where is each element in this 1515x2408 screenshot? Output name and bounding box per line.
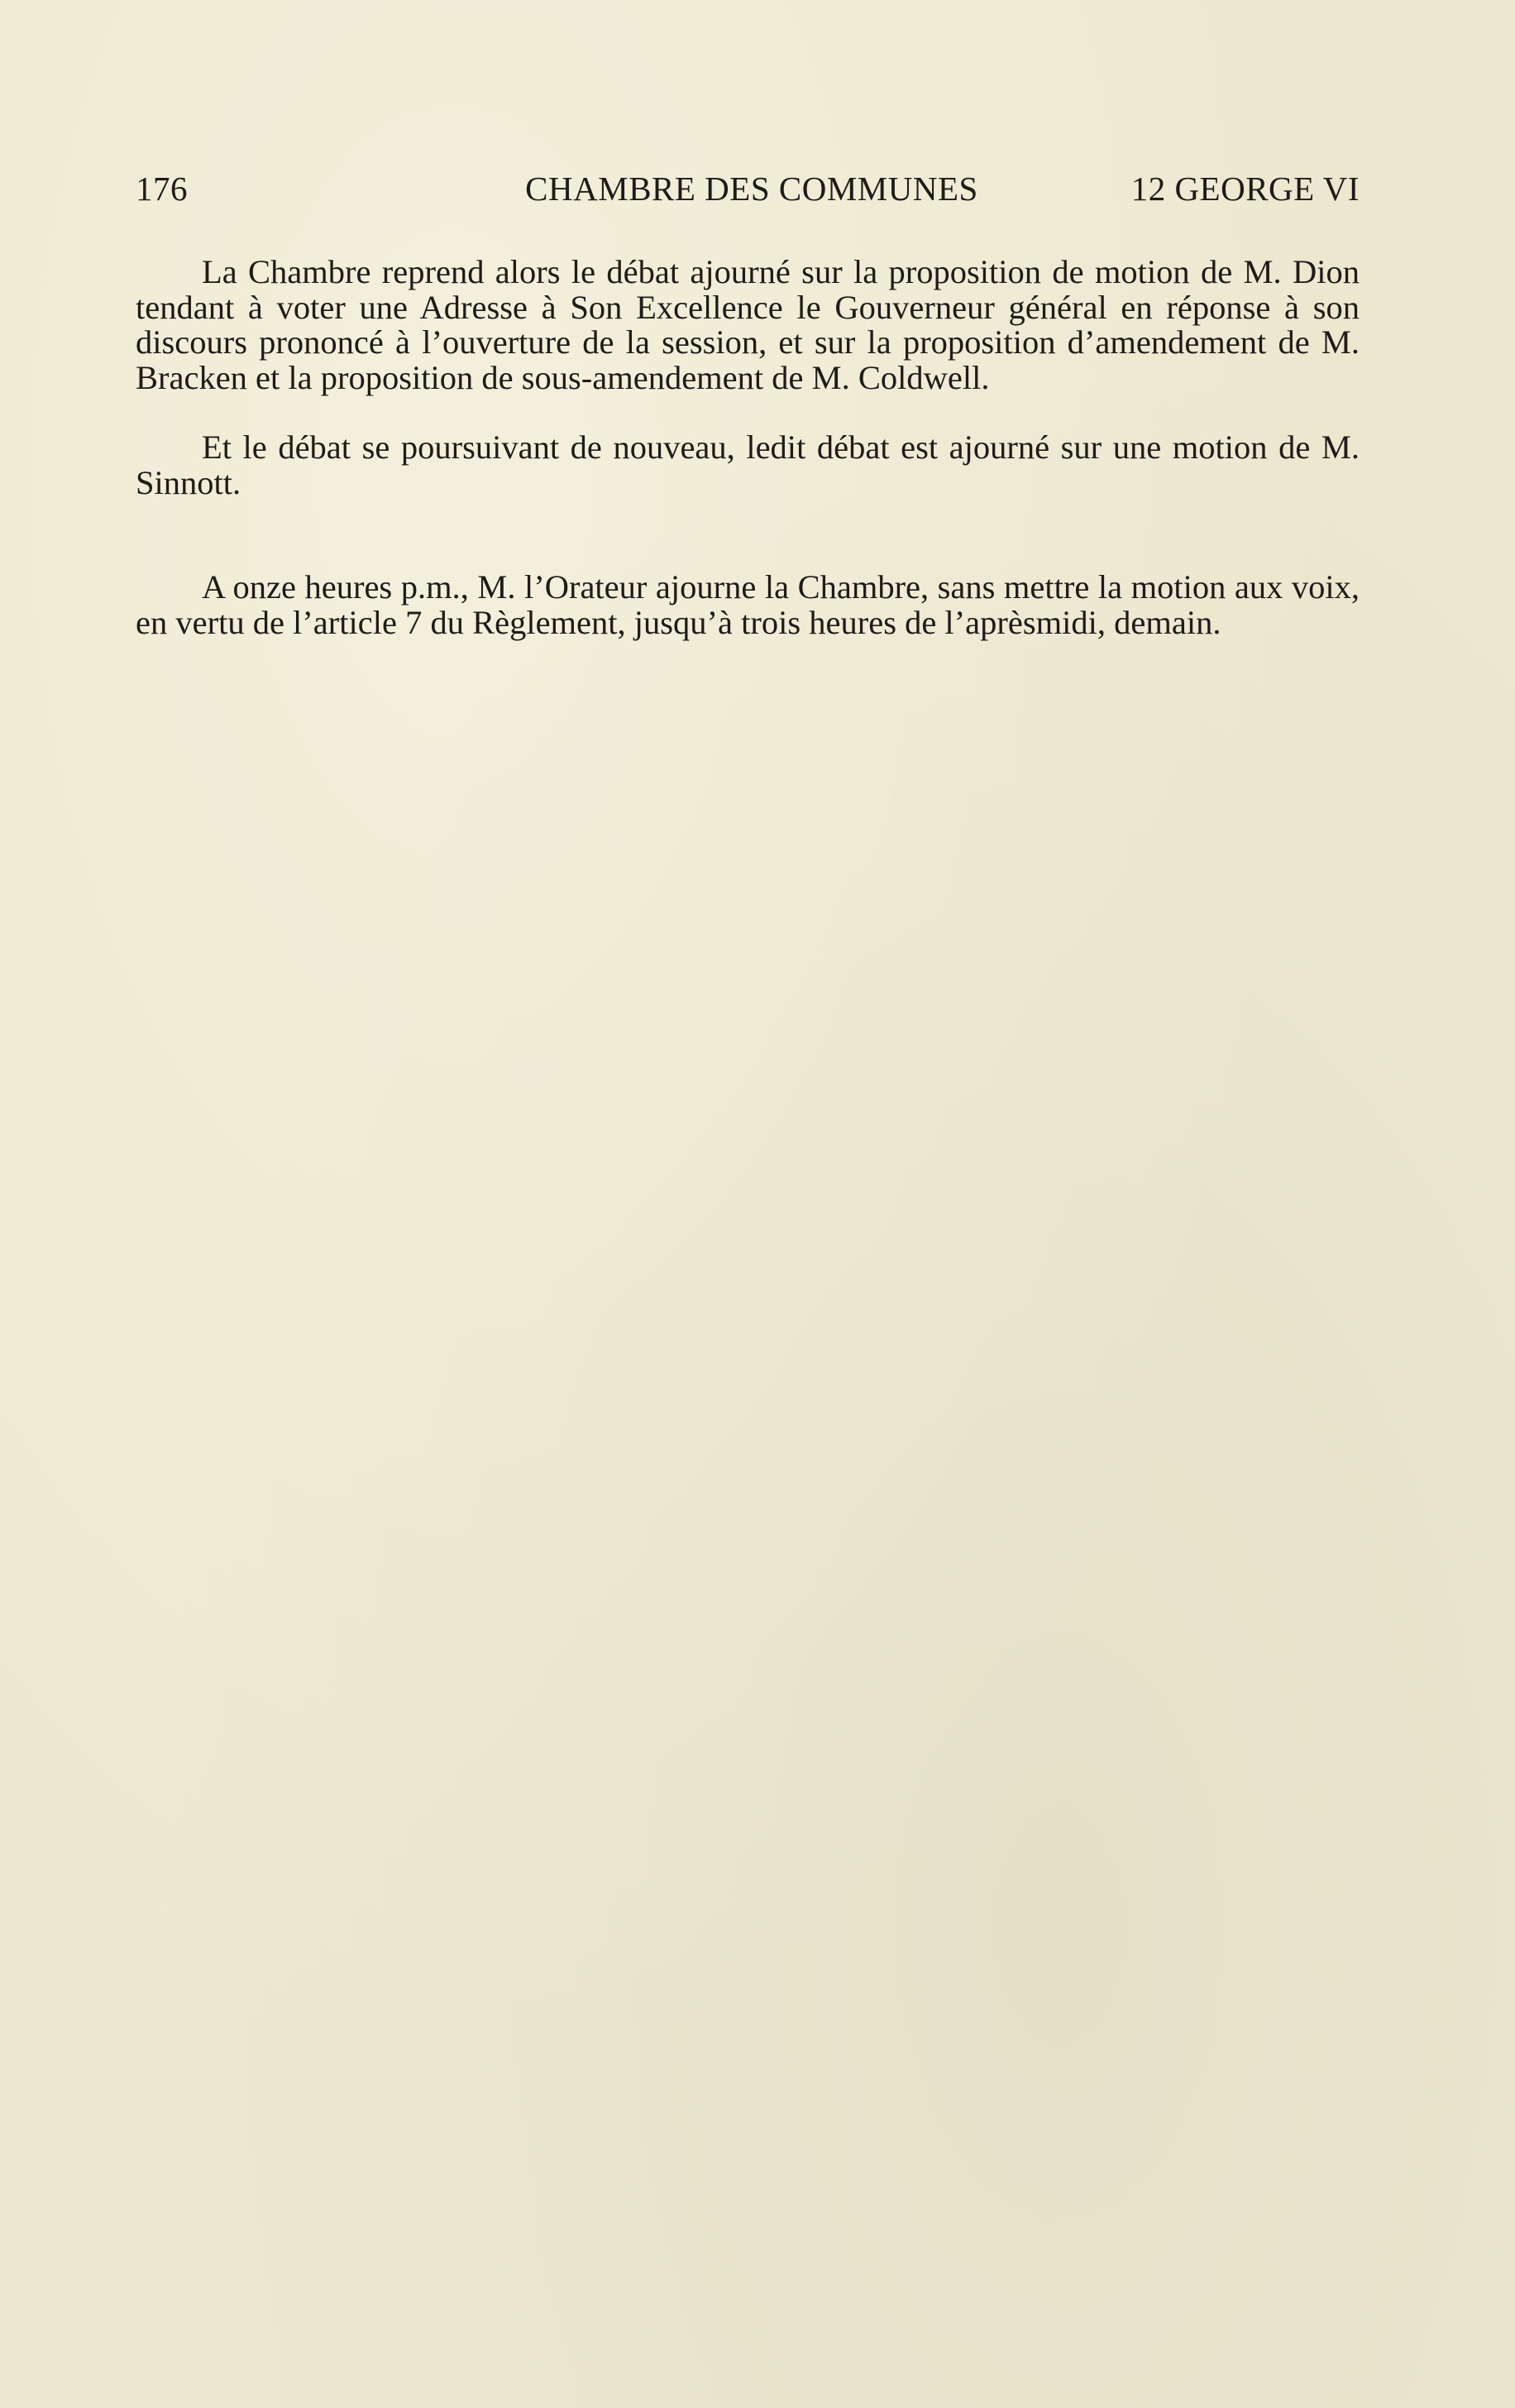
- body-text: [136, 255, 1360, 640]
- paragraph-house-adjourned: A onze heures p.m., M. l’Orateur ajourne la Chambre, sans mettre la motion aux voix, en vertu de l’article 7 du Règlement, jusqu’à trois heures de l’aprèsmidi, demain.: [136, 568, 1360, 641]
- regnal-year: 12 GEORGE VI: [1130, 170, 1360, 208]
- paragraph-debate-adjourned: Et le débat se poursuivant de nouveau, ledit débat est ajourné sur une motion de M. Sinnott.: [136, 428, 1360, 501]
- page-number: 176: [136, 170, 188, 208]
- paragraph-debate-resumed: La Chambre reprend alors le débat ajourné sur la proposition de motion de M. Dion tendant à voter une Adresse à Son Excellence le Gouverneur général en réponse à son discours prononcé à l’ouverture de la session, et sur la proposition d’amendement de M. Bracken et la proposition de sous-amendement de M. Coldwell.: [136, 253, 1360, 396]
- running-header: [136, 164, 1360, 213]
- header-title: CHAMBRE DES COMMUNES: [525, 170, 978, 208]
